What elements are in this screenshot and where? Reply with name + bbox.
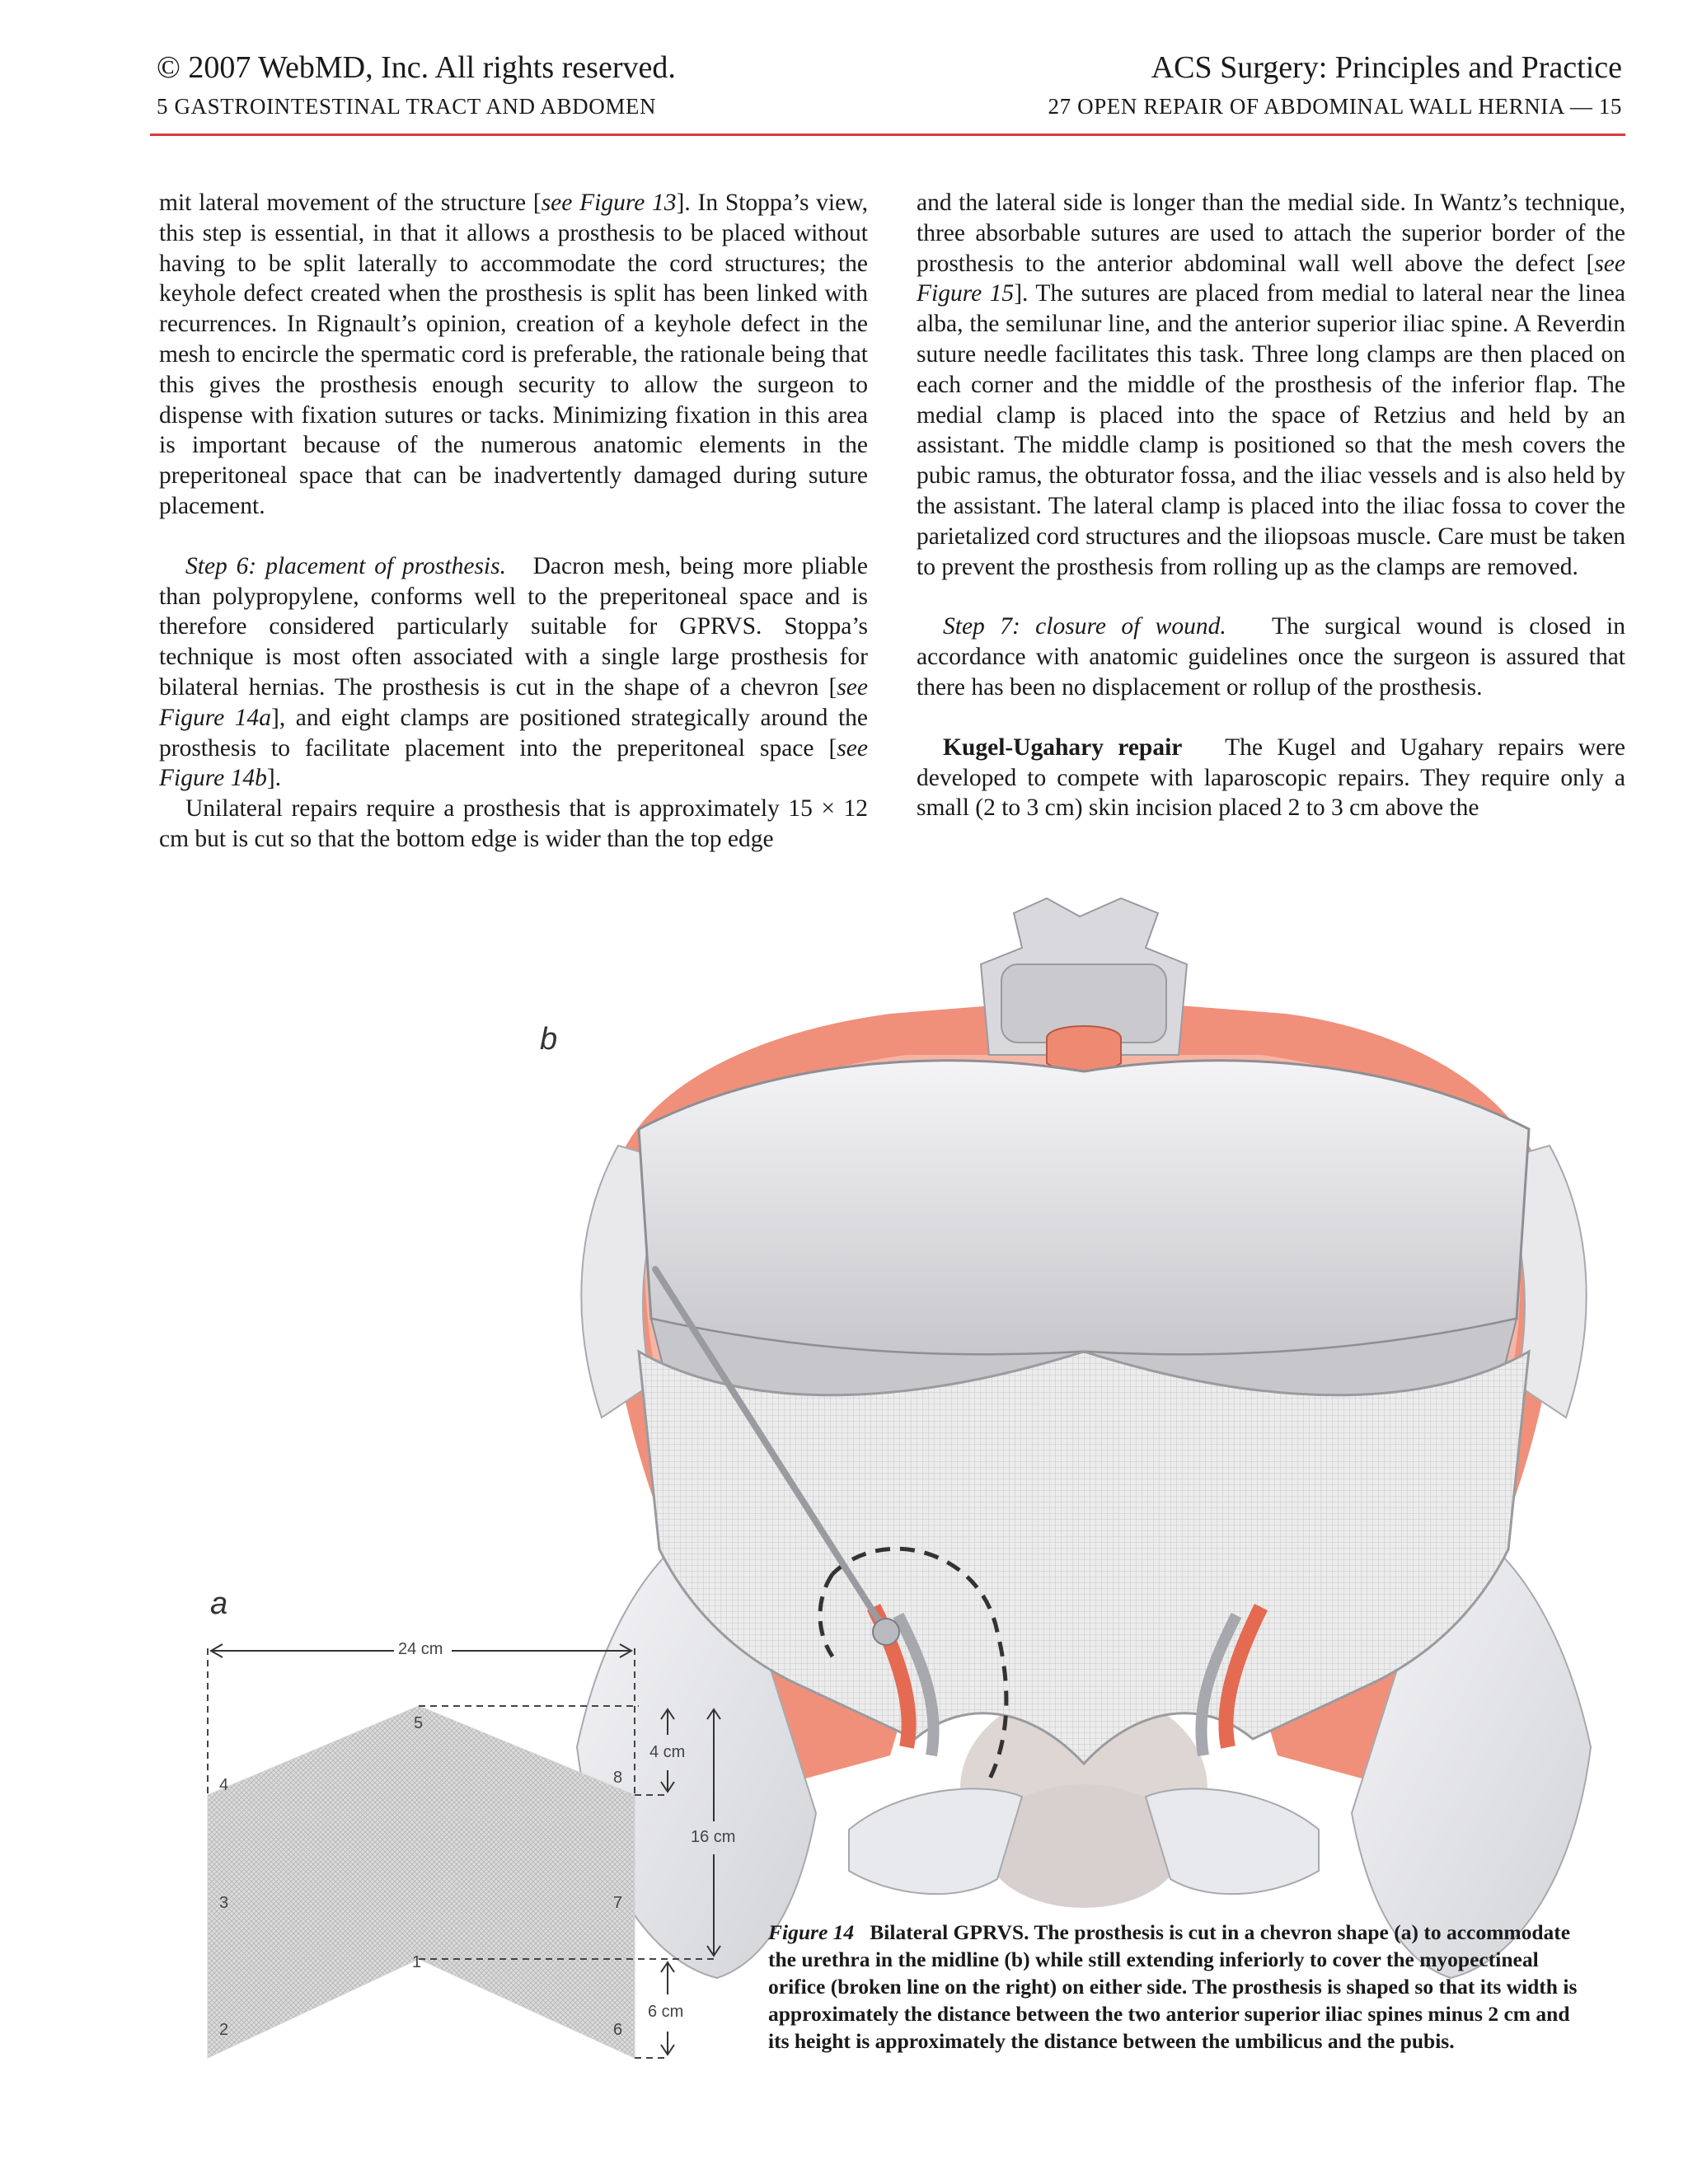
chapter-title: 27 OPEN REPAIR OF ABDOMINAL WALL HERNIA — 15	[1048, 94, 1622, 119]
step-heading: Step 6: placement of prosthesis.	[185, 552, 506, 579]
point-6: 6	[613, 2021, 623, 2039]
page-header	[157, 49, 1622, 140]
copyright: © 2007 WebMD, Inc. All rights reserved.	[157, 50, 676, 85]
dim-width: 24 cm	[398, 1640, 443, 1658]
dim-height: 16 cm	[691, 1828, 736, 1846]
paragraph-step7: Step 7: closure of wound. The surgical wound is closed in accordance with anatomic guidelines once the surgeon is assured that there has been no displacement or rollup of the prosthesis.	[917, 613, 1625, 701]
dim-notch: 6 cm	[648, 2003, 684, 2021]
dim-top: 4 cm	[649, 1743, 686, 1761]
caption-text: Bilateral GPRVS. The prosthesis is cut in a chevron shape (a) to accommodate the urethra in the midline (b) while still extending inferiorly to cover the myopectineal orifice (broken line on the right) on either side. The prosthesis is shaped so that its width is approximately the distance between the two anterior superior iliac spines minus 2 cm and its height is approximately the distance between the umbilicus and the pubis.	[768, 1920, 1578, 2053]
header-top-row	[157, 49, 1622, 86]
right-column	[917, 188, 1625, 823]
paragraph: mit lateral movement of the structure [see Figure 13]. In Stoppa’s view, this step is essential, in that it allows a prosthesis to be placed without having to be split laterally to accommodate the cord structures; the keyhole defect created when the prosthesis is split has been linked with recurrences. In Rignault’s opinion, creation of a keyhole defect in the mesh to encircle the spermatic cord is preferable, the rationale being that this gives the prosthesis enough security to allow the surgeon to dispense with fixation sutures or tacks. Minimizing fixation in this area is important because of the numerous anatomic elements in the preperitoneal space that can be inadvertently damaged during suture placement.	[159, 190, 868, 519]
figure-reference: see Figure 15	[917, 250, 1625, 307]
point-7: 7	[613, 1894, 623, 1912]
figure-reference: see Figure 14b	[159, 734, 868, 792]
section-title: 5 GASTROINTESTINAL TRACT AND ABDOMEN	[157, 94, 657, 119]
panel-label-b: b	[540, 1022, 558, 1057]
figure-caption	[768, 1919, 1592, 2055]
paragraph-kugel: Kugel-Ugahary repair The Kugel and Ugahary repairs were developed to compete with laparoscopic repairs. They require only a small (2 to 3 cm) skin incision placed 2 to 3 cm above the	[917, 733, 1626, 822]
caption-label: Figure 14	[768, 1920, 855, 1944]
point-1: 1	[412, 1953, 422, 1971]
paragraph: Unilateral repairs require a prosthesis that is approximately 15 × 12 cm but is cut so that the bottom edge is wider than the top edge	[159, 795, 868, 852]
figure-reference: see Figure 13	[541, 190, 677, 216]
point-4: 4	[219, 1776, 229, 1794]
header-rule	[150, 134, 1625, 136]
panel-label-a: a	[210, 1586, 228, 1621]
point-3: 3	[219, 1894, 229, 1912]
section-heading: Kugel-Ugahary repair	[943, 733, 1183, 761]
step-heading: Step 7: closure of wound.	[943, 613, 1226, 640]
left-column	[159, 188, 868, 855]
paragraph-step6: Step 6: placement of prosthesis. Dacron mesh, being more pliable than polypropylene, conforms well to the preperitoneal space and is therefore considered particularly suitable for GPRVS. Stoppa’s technique is most often associated with a single large prosthesis for bilateral hernias. The prosthesis is cut in the shape of a chevron [see Figure 14a], and eight clamps are positioned strategically around the prosthesis to facilitate placement into the preperitoneal space [see Figure 14b].	[159, 552, 869, 792]
paragraph: and the lateral side is longer than the medial side. In Wantz’s technique, three absorbable sutures are used to attach the superior border of the prosthesis to the anterior abdominal wall well above the defect [see Figure 15]. The sutures are placed from medial to lateral near the linea alba, the semilunar line, and the anterior superior iliac spine. A Reverdin suture needle facilitates this task. Three long clamps are then placed on each corner and the middle of the prosthesis of the inferior flap. The medial clamp is placed into the space of Retzius and held by an assistant. The middle clamp is positioned so that the mesh covers the pubic ramus, the obturator fossa, and the iliac vessels and is also held by the assistant. The lateral clamp is placed into the iliac fossa to cover the parietalized cord structures and the iliopsoas muscle. Care must be taken to prevent the prosthesis from rolling up as the clamps are removed.	[917, 190, 1625, 580]
book-title: ACS Surgery: Principles and Practice	[1151, 50, 1622, 85]
point-5: 5	[414, 1714, 424, 1732]
figure-reference: see Figure 14a	[159, 673, 868, 731]
point-8: 8	[613, 1769, 623, 1787]
point-2: 2	[219, 2021, 229, 2039]
header-bottom-row	[157, 94, 1622, 120]
pelvis-illustration	[577, 898, 1591, 1978]
